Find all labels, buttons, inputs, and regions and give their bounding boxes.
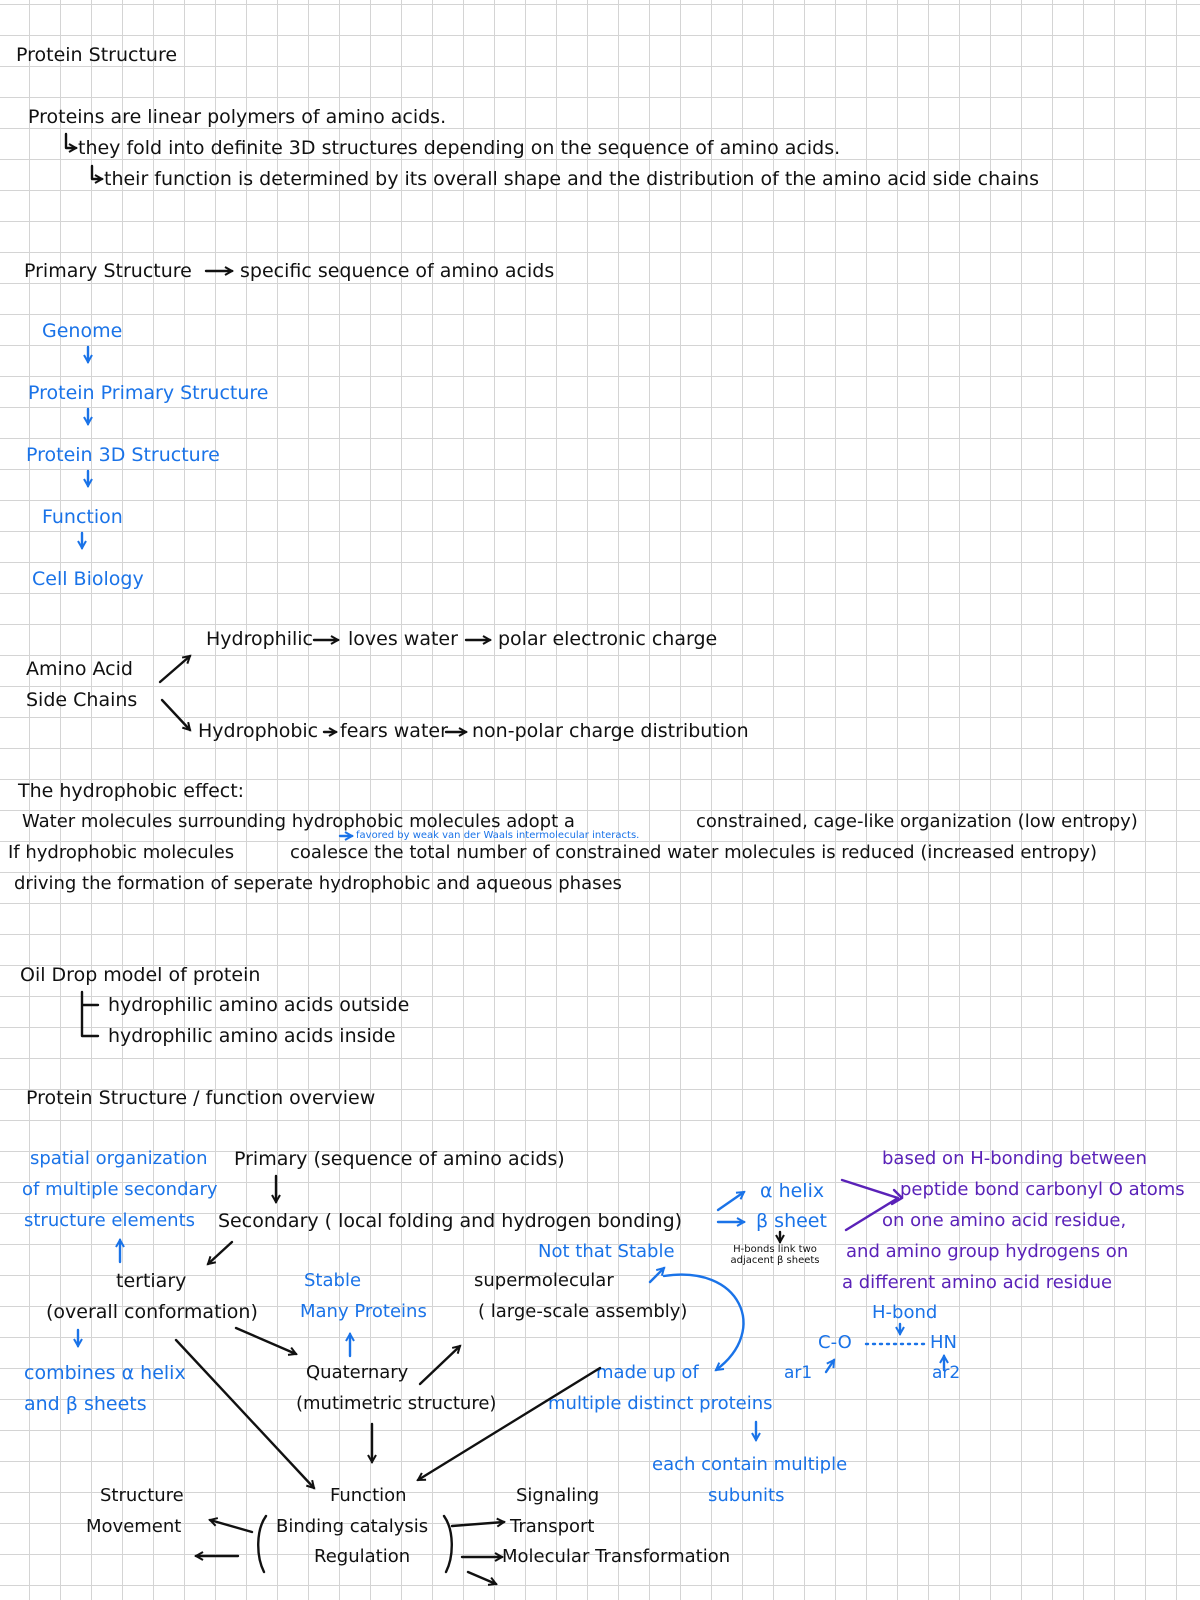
alpha-helix: α helix bbox=[760, 1180, 825, 1202]
supermolecular-label: supermolecular bbox=[474, 1270, 614, 1291]
hbond-text-5: a different amino acid residue bbox=[842, 1272, 1113, 1293]
hydrophilic-branch-arrow bbox=[160, 656, 190, 682]
primary-heading: Primary Structure bbox=[24, 260, 192, 282]
combines-line-2: and β sheets bbox=[24, 1393, 147, 1415]
overview-secondary: Secondary ( local folding and hydrogen bonding) bbox=[218, 1210, 683, 1232]
intro-arrow-1 bbox=[66, 134, 76, 148]
hbond-label: H-bond bbox=[872, 1302, 938, 1323]
intro-line-3: their function is determined by its overall shape and the distribution of the amino acid side chains bbox=[104, 168, 1039, 190]
quaternary-sub: (mutimetric structure) bbox=[296, 1393, 497, 1414]
each-line-2: subunits bbox=[708, 1485, 785, 1506]
made-up-line-2: multiple distinct proteins bbox=[548, 1393, 773, 1414]
spatial-line-1: spatial organization bbox=[30, 1148, 208, 1169]
flow-function: Function bbox=[42, 506, 123, 528]
flow-cell-biology: Cell Biology bbox=[32, 568, 144, 590]
effect-line-1a: Water molecules surrounding hydrophobic molecules adopt a bbox=[22, 811, 575, 832]
oil-drop-item-1: hydrophilic amino acids outside bbox=[108, 994, 410, 1016]
transport-label: Transport bbox=[510, 1516, 595, 1537]
ar1-label: ar1 bbox=[784, 1363, 813, 1383]
function-bracket-left bbox=[258, 1516, 266, 1572]
hydrophilic-def-2: polar electronic charge bbox=[498, 628, 718, 650]
hbond-text-3: on one amino acid residue, bbox=[882, 1210, 1127, 1231]
oil-drop-item-2: hydrophilic amino acids inside bbox=[108, 1025, 396, 1047]
intro-arrow-2 bbox=[92, 166, 102, 179]
hbonds-note-2: adjacent β sheets bbox=[730, 1255, 820, 1266]
supermolecular-to-function-arrow bbox=[418, 1368, 600, 1480]
tertiary-to-function-arrow bbox=[176, 1340, 314, 1488]
movement-label: Movement bbox=[86, 1516, 182, 1537]
overview-heading: Protein Structure / function overview bbox=[26, 1087, 376, 1109]
beta-sheet: β sheet bbox=[756, 1210, 827, 1232]
not-stable-arrow bbox=[650, 1268, 664, 1282]
molecular-transformation-label: Molecular Transformation bbox=[502, 1546, 731, 1567]
made-up-line-1: made up of bbox=[596, 1362, 699, 1383]
many-proteins-label: Many Proteins bbox=[300, 1301, 427, 1322]
page-title: Protein Structure bbox=[16, 44, 178, 66]
secondary-to-tertiary-arrow bbox=[208, 1242, 232, 1264]
function-bracket-right bbox=[444, 1516, 452, 1572]
effect-line-3: driving the formation of seperate hydrophobic and aqueous phases bbox=[14, 873, 622, 894]
flow-3d-structure: Protein 3D Structure bbox=[26, 444, 220, 466]
spatial-line-2: of multiple secondary bbox=[22, 1179, 218, 1200]
hbonds-note-1: H-bonds link two bbox=[733, 1244, 817, 1255]
hydrophobic-def-1: fears water bbox=[340, 720, 448, 742]
hydrophilic-def-1: loves water bbox=[348, 628, 458, 650]
stable-label: Stable bbox=[304, 1270, 362, 1291]
tertiary-label: tertiary bbox=[116, 1270, 187, 1292]
to-signaling-arrow bbox=[452, 1522, 504, 1526]
spatial-line-3: structure elements bbox=[24, 1210, 196, 1231]
effect-line-2a: If hydrophobic molecules bbox=[8, 842, 235, 863]
each-line-1: each contain multiple bbox=[652, 1454, 848, 1475]
intro-line-1: Proteins are linear polymers of amino acids. bbox=[28, 106, 447, 128]
function-sub: Binding catalysis bbox=[276, 1516, 429, 1537]
to-molecular-arrow bbox=[468, 1572, 496, 1584]
flow-genome: Genome bbox=[42, 320, 123, 342]
side-chains-label-2: Side Chains bbox=[26, 689, 138, 711]
tertiary-sub: (overall conformation) bbox=[46, 1301, 258, 1323]
signaling-label: Signaling bbox=[516, 1485, 600, 1506]
supermolecular-sub: ( large-scale assembly) bbox=[478, 1301, 688, 1322]
hbond-text-1: based on H-bonding between bbox=[882, 1148, 1147, 1169]
hydrophobic-def-2: non-polar charge distribution bbox=[472, 720, 749, 742]
primary-definition: specific sequence of amino acids bbox=[240, 260, 555, 282]
hydrophobic-branch-arrow bbox=[162, 700, 190, 730]
ar2-label: ar2 bbox=[932, 1363, 961, 1383]
ar1-arrow bbox=[826, 1360, 834, 1372]
effect-note: favored by weak van der Waals intermolecular interacts. bbox=[356, 830, 640, 841]
effect-heading: The hydrophobic effect: bbox=[18, 780, 245, 802]
to-structure-arrow bbox=[210, 1520, 252, 1532]
oil-drop-heading: Oil Drop model of protein bbox=[20, 964, 261, 986]
flow-primary-structure: Protein Primary Structure bbox=[28, 382, 269, 404]
not-that-stable: Not that Stable bbox=[538, 1241, 675, 1262]
side-chains-label-1: Amino Acid bbox=[26, 658, 133, 680]
hbond-text-2: peptide bond carbonyl O atoms bbox=[900, 1179, 1185, 1200]
tertiary-to-quaternary-arrow bbox=[236, 1328, 296, 1354]
oil-drop-bracket bbox=[82, 992, 98, 1036]
regulation-label: Regulation bbox=[314, 1546, 411, 1567]
hn-label: HN bbox=[930, 1332, 957, 1353]
hydrophilic-label: Hydrophilic bbox=[206, 628, 313, 650]
overview-primary: Primary (sequence of amino acids) bbox=[234, 1148, 565, 1170]
effect-line-2b: coalesce the total number of constrained water molecules is reduced (increased entropy) bbox=[290, 842, 1098, 863]
function-label: Function bbox=[330, 1485, 407, 1506]
intro-line-2: they fold into definite 3D structures depending on the sequence of amino acids. bbox=[78, 137, 841, 159]
to-alpha-helix-arrow bbox=[718, 1192, 744, 1210]
hbond-text-4: and amino group hydrogens on bbox=[846, 1241, 1129, 1262]
effect-line-1b: constrained, cage-like organization (low entropy) bbox=[696, 811, 1138, 832]
hydrophobic-label: Hydrophobic bbox=[198, 720, 319, 742]
combines-line-1: combines α helix bbox=[24, 1362, 186, 1384]
co-label: C-O bbox=[818, 1332, 852, 1353]
quaternary-label: Quaternary bbox=[306, 1362, 409, 1383]
structure-label: Structure bbox=[100, 1485, 184, 1506]
quaternary-to-supermolecular-arrow bbox=[420, 1346, 460, 1384]
